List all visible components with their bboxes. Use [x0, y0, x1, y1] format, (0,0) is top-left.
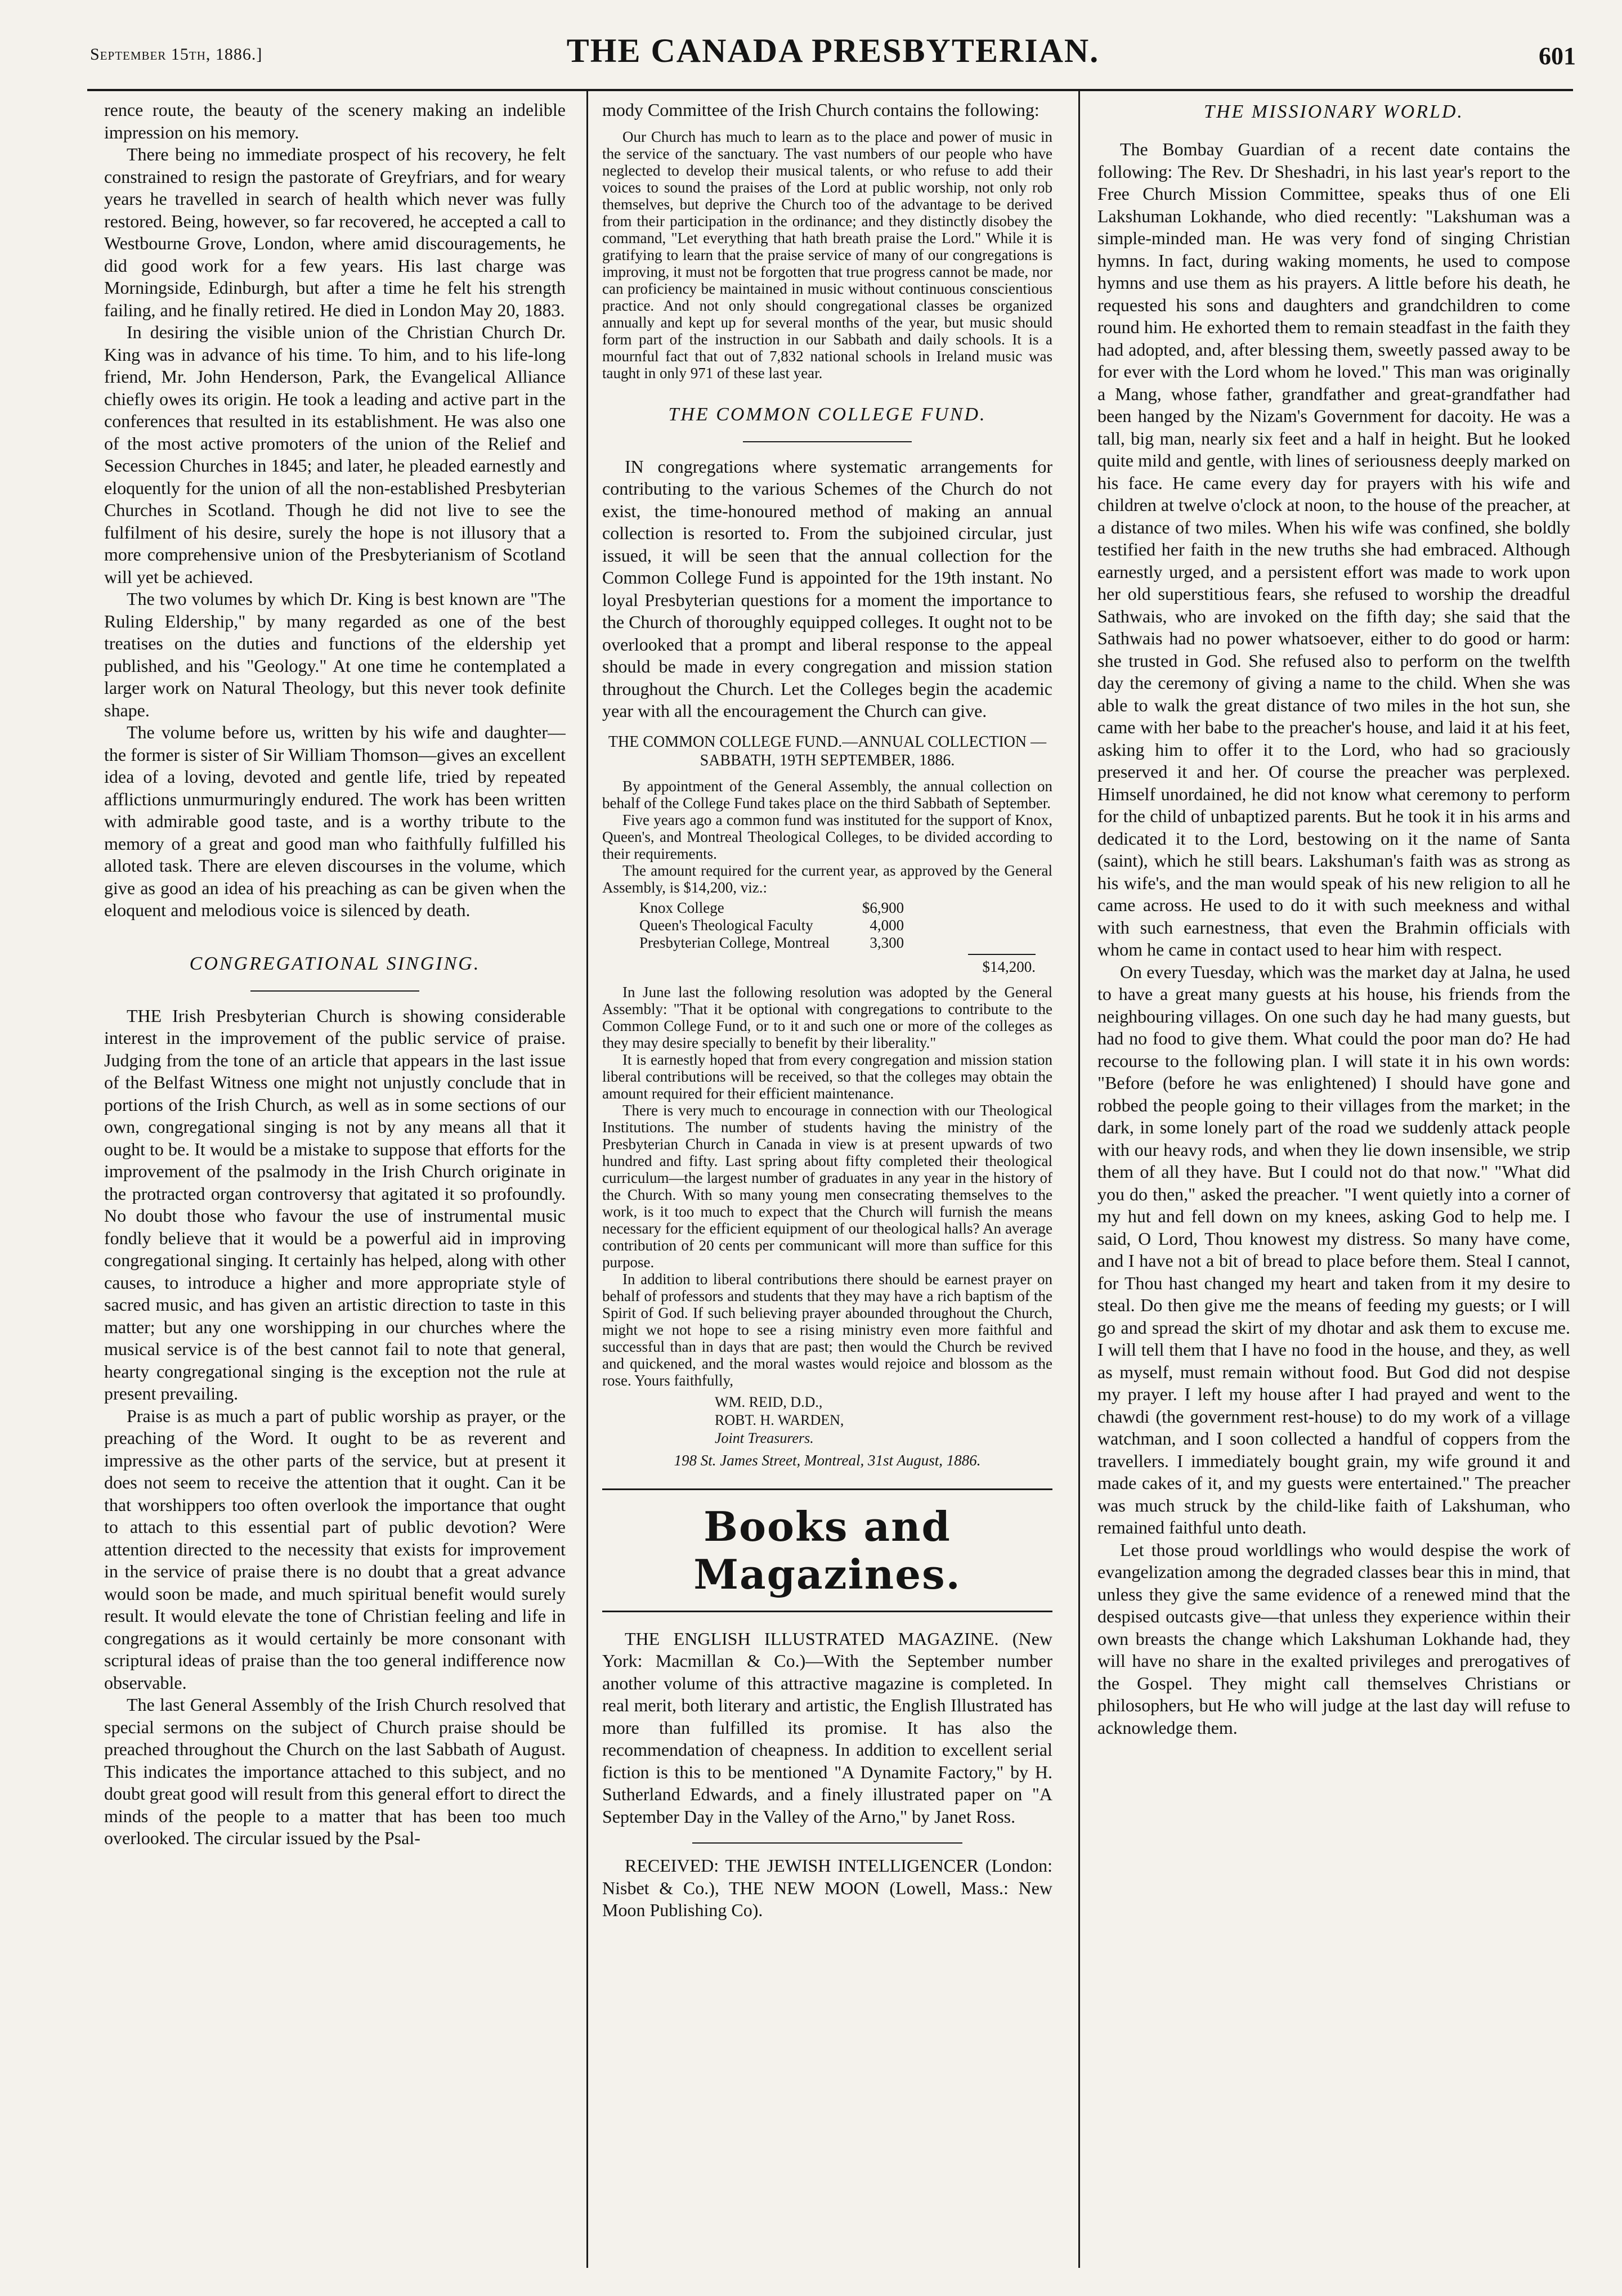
article-paragraph: IN congregations where systematic arrangements for contributing to the various Schemes of the Church do not exist, the time-honoured method of making an annual collection is resorted to. From the subjoined circular, just issued, it will be seen that the annual collection for the Common College Fund is appointed for the 19th instant. No loyal Presbyterian questions for a moment the importance to the Church of thoroughly equipped colleges. It ought not to be overlooked that a prompt and liberal response to the appeal should be made in every congregation and mission station throughout the Church. Let the Colleges begin the academic year with all the encouragement the Church can give.	[602, 456, 1052, 721]
signature-block	[715, 1393, 1052, 1447]
article-paragraph: mody Committee of the Irish Church contains the following:	[602, 100, 1039, 120]
newspaper-title: THE CANADA PRESBYTERIAN.	[566, 32, 1100, 69]
college-amount: 3,300	[870, 934, 904, 951]
notice-paragraph: There is very much to encourage in connection with our Theological Institutions. The number of students having the ministry of the Presbyterian Church in Canada in view is at present upwards of two hundred and fifty. Last spring about fifty completed their theological curriculum—the largest number of graduates in any year in the history of the Church. With so many young men consecrating themselves to the work, is it too much to expect that the Church will furnish the means necessary for the efficient equipment of our theological halls? An average contribution of 20 cents per communicant will more than suffice for this purpose.	[602, 1101, 1052, 1271]
page-number: 601	[1539, 42, 1576, 70]
signatory: ROBT. H. WARDEN,	[715, 1411, 844, 1428]
college-name: Presbyterian College, Montreal	[639, 934, 830, 951]
fund-allocation-table	[636, 899, 907, 952]
dateline: 198 St. James Street, Montreal, 31st August, 1886.	[674, 1451, 981, 1469]
separator-rule	[692, 1842, 962, 1844]
article-paragraph: The two volumes by which Dr. King is best known are "The Ruling Eldership," by many regarded as one of the best treatises on the duties and functions of the eldership yet published, and his "Geology." At one time he contemplated a larger work on Natural Theology, but this never took definite shape.	[104, 589, 566, 720]
column-left	[104, 99, 566, 2249]
fund-total-value: $14,200.	[968, 954, 1036, 976]
column-divider	[586, 90, 588, 2268]
notice-paragraph: By appointment of the General Assembly, the annual collection on behalf of the College Fund takes place on the third Sabbath of September.	[602, 777, 1052, 811]
article-paragraph: The last General Assembly of the Irish Church resolved that special sermons on the subject of Church praise should be preached throughout the Church on the last Sabbath of August. This indicates the importance attached to this subject, and no doubt great good will result from this general effort to direct the minds of the people to a matter that has been too much overlooked. The circular issued by the Psal-	[104, 1694, 566, 1848]
signatory-role: Joint Treasurers.	[715, 1429, 814, 1446]
article-paragraph: Let those proud worldlings who would despise the work of evangelization among the degraded classes bear this in mind, that unless they give the same evidence of a renewed mind that the despised outcasts give—that unless they experience within their own breasts the change which Lakshuman Lokhande had, they will have no share in the exalted privileges and prerogatives of the Gospel. They might call themselves Christians or philosophers, but He who will judge at the last day will refuse to acknowledge them.	[1097, 1539, 1570, 1738]
article-paragraph: There being no immediate prospect of his recovery, he felt constrained to resign the pastorate of Greyfriars, and for weary years he travelled in search of health which never was fully restored. Being, however, so far recovered, he accepted a call to Westbourne Grove, London, where amid discouragements, he did good work for a few years. His last charge was Morningside, Edinburgh, but after a time he felt his strength failing, and he finally retired. He died in London May 20, 1883.	[104, 144, 566, 320]
article-paragraph: The Bombay Guardian of a recent date contains the following: The Rev. Dr Sheshadri, in his last year's report to the Free Church Mission Committee, speaks thus of one Eli Lakshuman Lokhande, who died recently: "Lakshuman was a simple-minded man. He was very fond of singing Christian hymns. In fact, during waking moments, he used to compose hymns and use them as his prayers. A little before his death, he requested his sons and daughters and grandchildren to come round him. He exhorted them to remain steadfast in the faith they had adopted, and, after blessing them, sweetly passed away to be for ever with the Lord whom he loved." This man was originally a Mang, whose father, grandfather and great-grandfather had been hanged by the Nizam's Government for dacoity. He was a tall, big man, nearly six feet and a half in height. But he looked quite mild and gentle, with lines of seriousness deeply marked on his face. He came every day for prayers with his wife and children at twelve o'clock at noon, to the house of the preacher, at a distance of two miles. When his wife was confined, she boldly testified her faith in the new truths she had embraced. Although earnestly urged, and a persistent effort was made to work upon her old superstitious fears, she refused to worship the dreadful Sathwais, who are invoked on the fifth day; she said that the Sathwais had no power whatsoever, either to do good or harm: she trusted in God. She refused also to perform on the twelfth day the ceremony of giving a name to the child. When she was able to walk the great distance of two miles in the hot sun, she came with her babe to the preacher's house, and laid it at his feet, asking him to offer it to the Lord, who had so graciously preserved it and her. Of course the preacher was perplexed. Himself unordained, he did not know what ceremony to perform for the child of unbaptized parents. But he took it in his arms and dedicated it to the Lord, bestowing on it the name of Santa (saint), which he still bears. Lakshuman's faith was as strong as his wife's, and the man would speak of his new religion to all he came across. He used to do it with such meekness and withal with such earnestness, that even the Brahmin officials with whom he came in contact used to hear him with respect.	[1097, 139, 1570, 959]
masthead	[90, 32, 1576, 77]
section-heading-congregational-singing: CONGREGATIONAL SINGING.	[189, 953, 481, 974]
college-name: Queen's Theological Faculty	[639, 916, 813, 934]
article-paragraph: In desiring the visible union of the Christian Church Dr. King was in advance of his time. To him, and to his life-long friend, Mr. John Henderson, Park, the Evangelical Alliance chiefly owes its origin. He took a leading and active part in the conferences that resulted in its establishment. He was also one of the most active promoters of the union of the Relief and Secession Churches in 1845; and later, he pleaded earnestly and eloquently for the union of all the non-established Presbyterian Churches in Scotland. Though he did not live to see the fulfilment of his desire, surely the hope is not illusory that a more comprehensive union of the Presbyterianism of Scotland will yet be achieved.	[104, 322, 566, 587]
table-row	[636, 917, 907, 934]
table-row	[636, 934, 907, 952]
issue-date: September 15th, 1886.]	[90, 45, 263, 64]
table-row	[636, 899, 907, 917]
notice-paragraph: It is earnestly hoped that from every congregation and mission station liberal contributions will be received, so that the colleges may obtain the amount required for their efficient maintenance.	[602, 1051, 1052, 1102]
notice-title: THE COMMON COLLEGE FUND.—ANNUAL COLLECTION —SABBATH, 19TH SEPTEMBER, 1886.	[608, 733, 1047, 769]
signatory: WM. REID, D.D.,	[715, 1393, 823, 1410]
column-right	[1097, 99, 1570, 2249]
article-paragraph: THE Irish Presbyterian Church is showing considerable interest in the improvement of the public service of praise. Judging from the tone of an article that appears in the last issue of the Belfast Witness one might not unjustly conclude that in portions of the Irish Church, as well as in some sections of our own, congregational singing is not by any means all that it ought to be. It would be a mistake to suppose that efforts for the improvement of the psalmody in the Irish Church originate in the protracted organ controversy that agitated it so profoundly. No doubt those who favour the use of instrumental music fondly believe that it would be a powerful aid in improving congregational singing. It certainly has helped, along with other causes, to introduce a higher and more appropriate style of sacred music, and has given an artistic direction to taste in this matter; but any one worshipping in our churches where the musical service is of the best cannot fail to note that general, hearty congregational singing is the exception not the rule at present prevailing.	[104, 1005, 566, 1403]
column-divider	[1078, 90, 1080, 2268]
section-heading-common-college-fund: THE COMMON COLLEGE FUND.	[668, 403, 987, 425]
article-paragraph: On every Tuesday, which was the market day at Jalna, he used to have a great many guests at his house, his friends from the neighbouring villages. On one such day he had many guests, but had no food to give them. What could the poor man do? He had recourse to the following plan. I will state it in his own words: "Before (before he was enlightened) I should have gone and robbed the people going to their villages from the market; in the dark, in some lonely part of the road we suddenly attack people with our heavy rods, and when they lie down insensible, we strip them of all they have. But I could not do that now." "What did you do then," asked the preacher. "I went quietly into a corner of my hut and fell down on my knees, asking God to help me. I said, O Lord, Thou knowest my distress. So many have come, and I have not a bit of bread to place before them. Steal I cannot, for Thou hast changed my heart and taken from it my desire to steal. Do then give me the means of feeding my guests; or I will go and spread the skirt of my dhotar and ask them to excuse me. I will tell them that I have no food in the house, and they, as well as myself, must remain without food. But God did not despise my prayer. I left my house after I had prayed and went to the chawdi (the government rest-house) to do my work of a village watchman, and I soon collected a handful of coppers from the travellers. I immediately bought grain, my wife ground it and made cakes of it, and my guests were entertained." The preacher was much struck by the child-like faith of Lakshuman, who remained faithful unto death.	[1097, 961, 1570, 1537]
received-paragraph: RECEIVED: THE JEWISH INTELLIGENCER (London: Nisbet & Co.), THE NEW MOON (Lowell, Mass.: New Moon Publishing Co).	[602, 1855, 1052, 1920]
section-rule	[250, 990, 419, 992]
article-paragraph: rence route, the beauty of the scenery making an indelible impression on his memory.	[104, 100, 566, 142]
quoted-circular: Our Church has much to learn as to the place and power of music in the service of the sanctuary. The vast numbers of our people who have neglected to develop their musical talents, or who refuse to add their voices to sound the praises of the Lord at public worship, not only rob themselves, but deprive the Church too of the advantage to be derived from their participation in the ordinance; and they distinctly disobey the command, "Let everything that hath breath praise the Lord." While it is gratifying to learn that the praise service of many of our congregations is improving, it must not be forgotten that true progress cannot be made, nor can proficiency be maintained in music without continuous conscientious practice. And not only should congregational classes be organized annually and kept up for several months of the year, but music should form part of the instruction in our Sabbath and daily schools. It is a mournful fact that out of 7,832 national schools in Ireland music was taught in only 971 of these last year.	[602, 128, 1052, 382]
article-paragraph: Praise is as much a part of public worship as prayer, or the preaching of the Word. It ought to be as reverent and impressive as the other parts of the service, but at present it does not seem to receive the attention that it ought. Can it be that worshippers too often overlook the importance that ought to attach to this essential part of public devotion? Were attention directed to the necessity that exists for improvement in the service of praise there is no doubt that a great advance would soon be made, and much spiritual benefit would surely result. It would elevate the tone of Christian feeling and life in congregations as it would certainly be more consonant with scriptural ideas of praise than the too general indifference now observable.	[104, 1405, 566, 1693]
article-paragraph: The volume before us, written by his wife and daughter—the former is sister of Sir William Thomson—gives an excellent idea of a loving, devoted and gentle life, tried by repeated afflictions unmurmuringly endured. The work has been written with admirable good taste, and is a worthy tribute to the memory of a great and good man who faithfully fulfilled his alloted task. There are eleven discourses in the volume, which give as good an idea of his preaching as can be given when the eloquent and melodious voice is silenced by death.	[104, 722, 566, 920]
notice-paragraph: The amount required for the current year, as approved by the General Assembly, is $14,200, viz.:	[602, 862, 1052, 896]
header-rule	[87, 89, 1573, 91]
fund-total	[602, 954, 1052, 976]
review-paragraph: THE ENGLISH ILLUSTRATED MAGAZINE. (New York: Macmillan & Co.)—With the September number another volume of this attractive magazine is completed. In real merit, both literary and artistic, the English Illustrated has more than fulfilled its promise. It has also the recommendation of cheapness. In addition to excellent serial fiction is this to be mentioned "A Dynamite Factory," by H. Sutherland Edwards, and a finely illustrated paper on "A September Day in the Valley of the Arno," by Janet Ross.	[602, 1628, 1052, 1827]
college-name: Knox College	[639, 899, 724, 916]
books-and-magazines-heading: Books and Magazines.	[602, 1488, 1052, 1612]
college-amount: $6,900	[862, 899, 904, 916]
notice-paragraph: In June last the following resolution was adopted by the General Assembly: "That it be optional with congregations to contribute to the Common College Fund, or to it and such one or more of the colleges as they may desire specially to benefit by their liberality."	[602, 983, 1052, 1051]
section-rule	[743, 441, 912, 442]
notice-paragraph: In addition to liberal contributions there should be earnest prayer on behalf of professors and students that they may have a rich baptism of the Spirit of God. If such believing prayer abounded throughout the Church, might we not hope to see a rising ministry even more faithful and successful than in days that are past; then would the Church be revived and quickened, and the moral wastes would rejoice and blossom as the rose. Yours faithfully,	[602, 1270, 1052, 1389]
notice-paragraph: Five years ago a common fund was instituted for the support of Knox, Queen's, and Montreal Theological Colleges, to be divided according to their requirements.	[602, 811, 1052, 862]
column-middle	[602, 99, 1052, 2249]
section-heading-missionary-world: THE MISSIONARY WORLD.	[1204, 101, 1464, 122]
college-amount: 4,000	[870, 916, 904, 934]
